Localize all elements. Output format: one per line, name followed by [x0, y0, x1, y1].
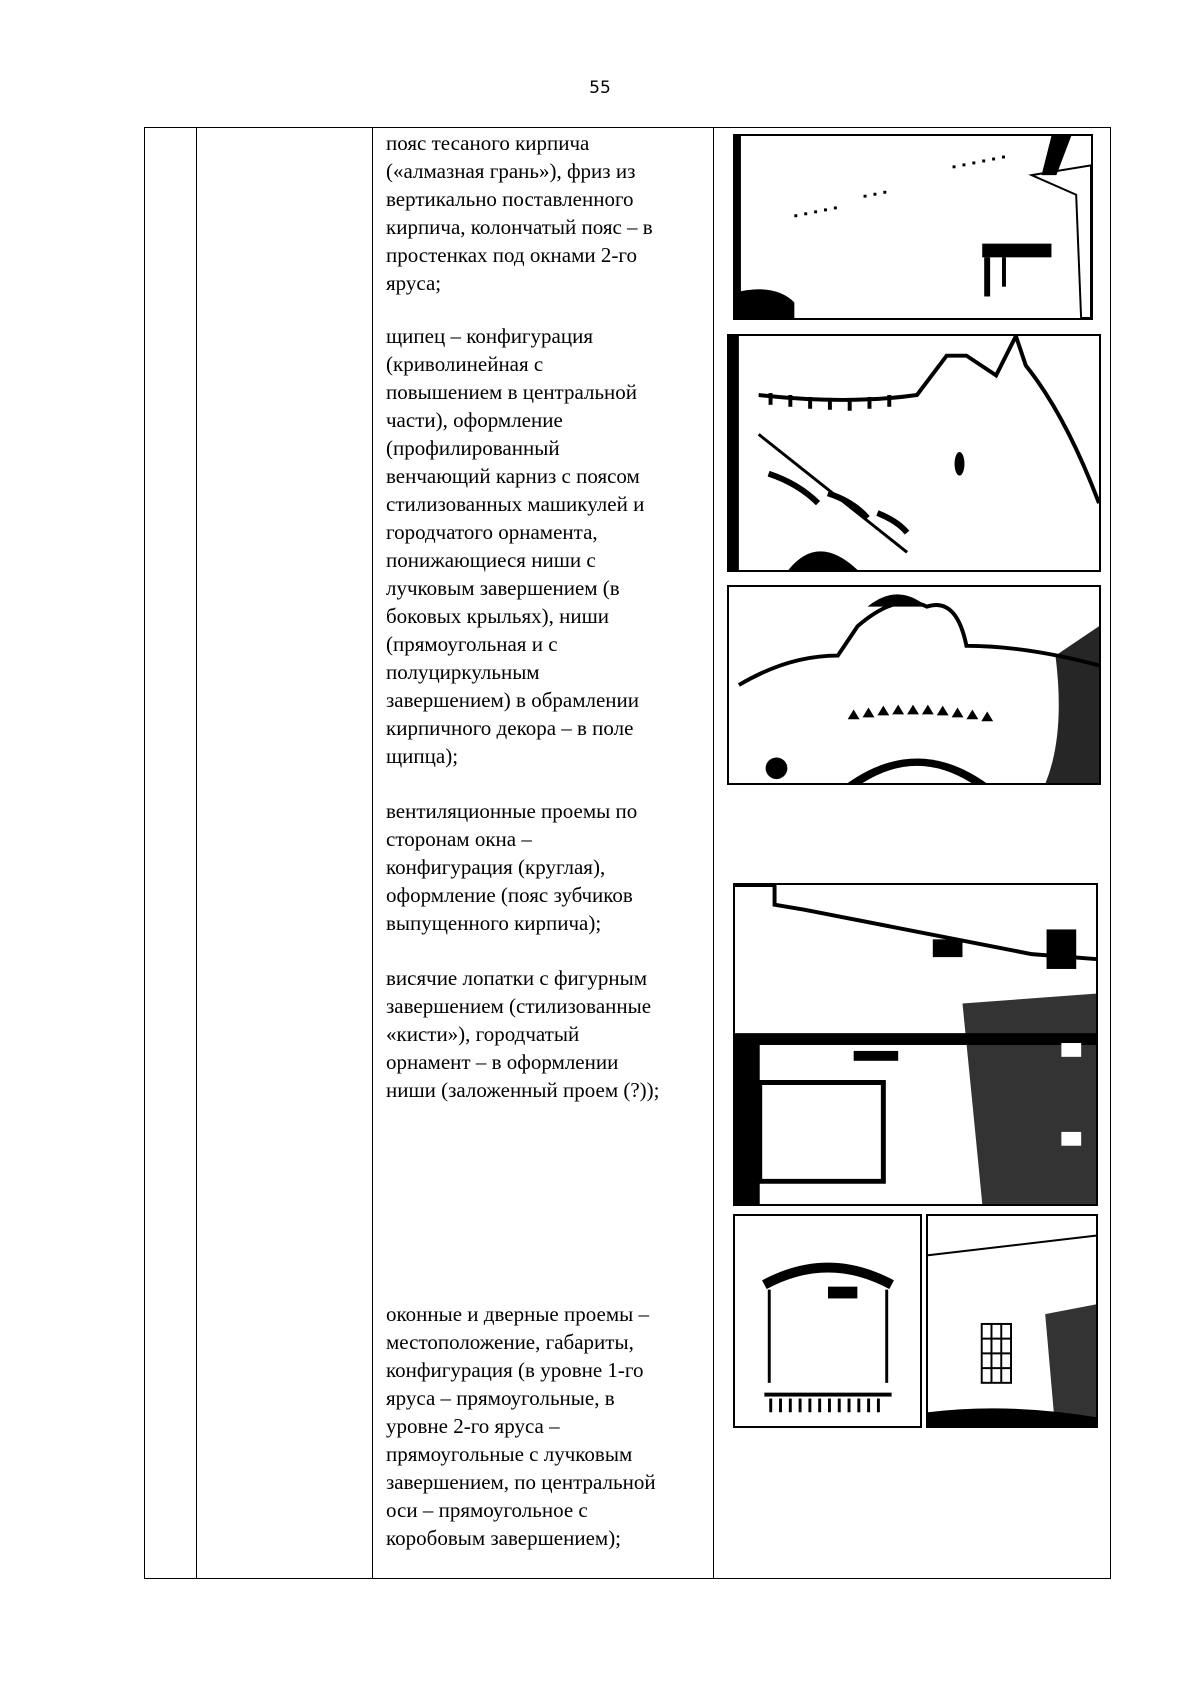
paragraph-brick-belt: пояс тесаного кирпича («алмазная грань»), фриз из вертикально поставленного кирпича, колончатый пояс – в простенках под окнами 2-го яруса; — [386, 131, 653, 295]
page-number: 55 — [589, 78, 611, 98]
paragraph-pilasters: висячие лопатки с фигурным завершением (стилизованные «кисти»), городчатый орнамент – в оформлении ниши (заложенный проем (?)); — [386, 966, 660, 1102]
paragraph-vent-openings: вентиляционные проемы по сторонам окна – конфигурация (круглая), оформление (пояс зубчиков выпущенного кирпича); — [386, 799, 638, 935]
column-divider — [713, 127, 714, 1579]
paragraph-gable: щипец – конфигурация (криволинейная с повышением в центральной части), оформление (профилированный венчающий карниз с поясом стилизованных машикулей и городчатого орнамента, понижающиеся ниши с лучковым завершением (в боковых крыльях), ниши (прямоугольная и с полуциркульным завершением) в обрамлении кирпичного декора – в поле щипца); — [386, 324, 645, 768]
column-divider — [372, 127, 373, 1579]
gable-photo-1 — [727, 334, 1101, 572]
gable-photo-2 — [727, 585, 1101, 785]
vent-openings-photo — [733, 883, 1098, 1206]
column-divider — [196, 127, 197, 1579]
window-photo-2 — [926, 1214, 1098, 1428]
paragraph-windows-doors: оконные и дверные проемы – местоположение, габариты, конфигурация (в уровне 1-го яруса – прямоугольные, в уровне 2-го яруса – прямоугольные с лучковым завершением, по центральной оси – прямоугольное с коробовым завершением); — [386, 1302, 656, 1550]
facade-photo-belt — [733, 134, 1093, 320]
window-photo-1 — [733, 1214, 922, 1428]
